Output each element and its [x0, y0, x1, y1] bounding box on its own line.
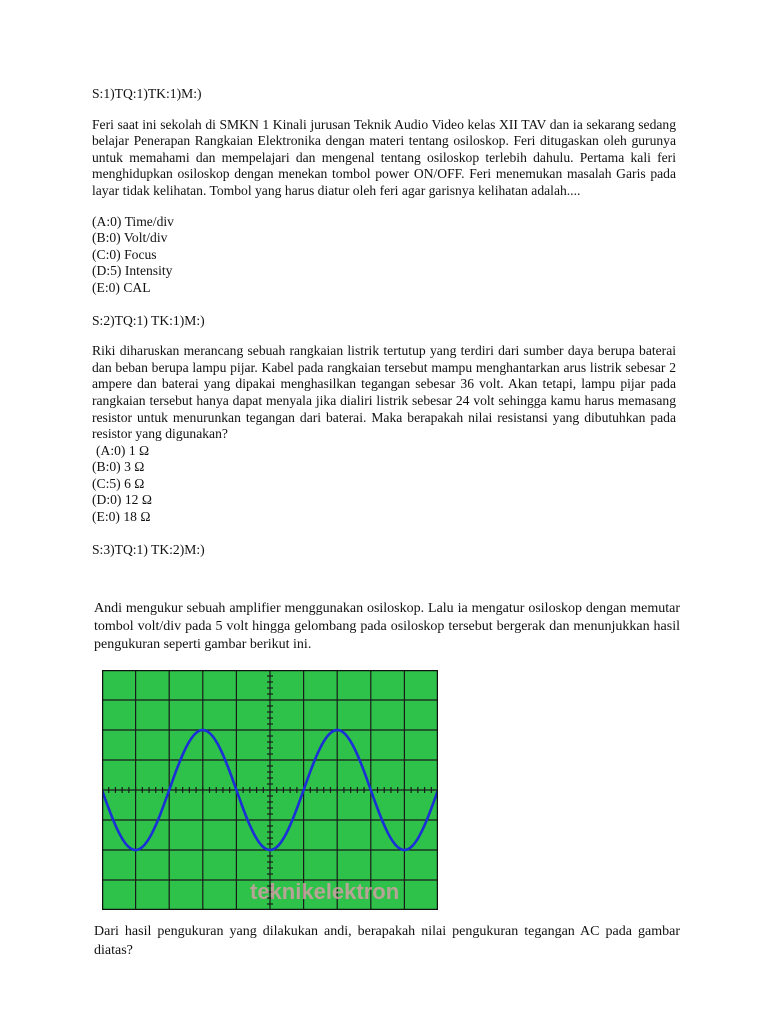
watermark-text: teknikelektron — [250, 879, 400, 904]
question-2-text: Riki diharuskan merancang sebuah rangkaian listrik tertutup yang terdiri dari sumber daya berupa baterai dan beban berupa lampu pijar. Kabel pada rangkaian tersebut mampu menghantarkan arus listrik sebesar 2 ampere dan baterai yang dipakai menghasilkan tegangan sebesar 36 volt. Akan tetapi, lampu pijar pada rangkaian tersebut hanya dapat menyala jika dialiri listrik sebesar 24 volt sehingga kamu harus memasang resistor untuk menurunkan tegangan dari baterai. Maka berapakah nilai resistansi yang dibutuhkan pada resistor yang digunakan? — [92, 343, 676, 442]
question-1-text: Feri saat ini sekolah di SMKN 1 Kinali jurusan Teknik Audio Video kelas XII TAV dan ia sekarang sedang belajar Penerapan Rangkaian Elektronika dengan materi tentang osiloskop. Feri ditugaskan oleh gurunya untuk memahami dan mempelajari dan mengenal tentang osiloskop terlebih dahulu. Pertama kali feri menghidupkan osiloskop dengan menekan tombol power ON/OFF. Feri menemukan masalah Garis pada layar tidak kelihatan. Tombol yang harus diatur oleh feri agar garisnya kelihatan adalah.... — [92, 116, 676, 198]
question-1-options — [92, 214, 676, 297]
option-b: (B:0) Volt/div — [92, 230, 168, 246]
option-b: (B:0) 3 Ω — [92, 459, 145, 475]
option-d: (D:0) 12 Ω — [92, 492, 152, 508]
question-2-options — [92, 443, 676, 526]
question-2-header: S:2)TQ:1) TK:1)M:) — [92, 312, 205, 328]
option-a: (A:0) 1 Ω — [96, 442, 150, 458]
option-e: (E:0) 18 Ω — [92, 509, 151, 525]
document-page — [92, 86, 676, 558]
option-e: (E:0) CAL — [92, 279, 151, 295]
option-c: (C:5) 6 Ω — [92, 475, 145, 491]
question-3-header: S:3)TQ:1) TK:2)M:) — [92, 541, 205, 557]
oscilloscope-display — [102, 670, 438, 910]
question-3-image-question: Dari hasil pengukuran yang dilakukan andi, berapakah nilai pengukuran tegangan AC pada gambar diatas? — [94, 924, 680, 958]
option-a: (A:0) Time/div — [92, 213, 174, 229]
question-3-image-text: Andi mengukur sebuah amplifier menggunakan osiloskop. Lalu ia mengatur osiloskop dengan memutar tombol volt/div pada 5 volt hingga gelombang pada osiloskop tersebut bergerak dan menunjukkan hasil pengukuran seperti gambar berikut ini. — [94, 601, 680, 652]
question-1-header: S:1)TQ:1)TK:1)M:) — [92, 86, 202, 101]
option-d: (D:5) Intensity — [92, 263, 173, 279]
question-3-image-text-block — [94, 600, 680, 654]
option-c: (C:0) Focus — [92, 246, 157, 262]
